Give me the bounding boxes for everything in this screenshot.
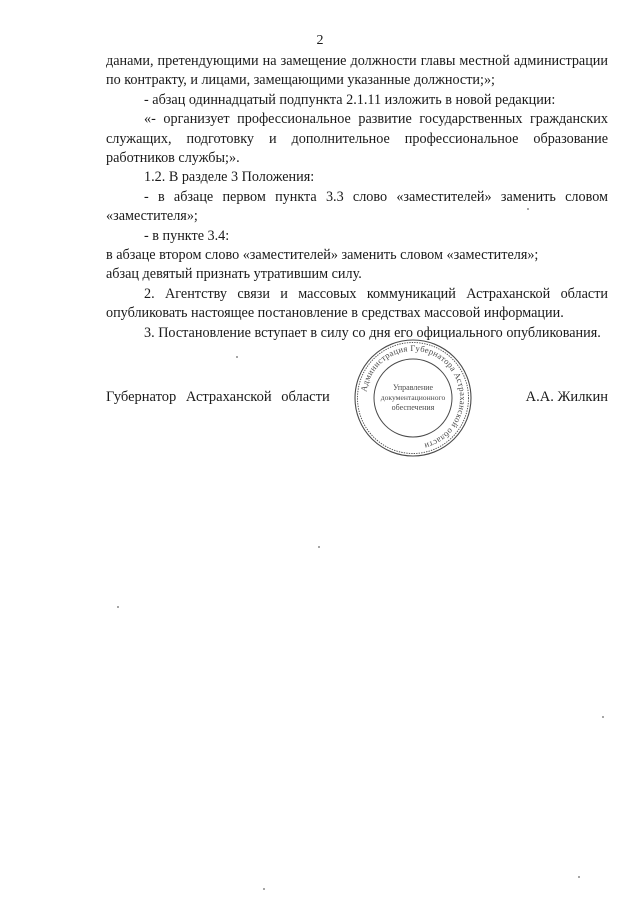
seal-ring-text: Администрация Губернатора Астраханской области [358,342,469,452]
signatory-title: Губернатор Астраханской области [106,389,330,405]
seal-center-line: обеспечения [391,403,435,412]
paragraph: 1.2. В разделе 3 Положения: [144,169,315,186]
paragraph: данами, претендующими на замещение должности главы местной администрации по контракту, и лицами, замещающими указанные должности;»; [106,53,608,89]
paragraph: в абзаце втором слово «заместителей» заменить словом «заместителя»; [106,247,539,264]
paragraph: - в пункте 3.4: [144,227,230,244]
paragraph: «- организует профессиональное развитие государственных гражданских служащих, подготовку и дополнительное профессиональное образование работников службы;». [106,111,608,167]
scan-artifact [578,876,580,878]
paragraph: 3. Постановление вступает в силу со дня его официального опубликования. [144,324,601,341]
seal-center-line: документационного [380,393,446,402]
official-seal-stamp [353,338,473,458]
signatory-name: А.А. Жилкин [525,389,608,405]
scan-artifact [117,606,119,608]
seal-graphic [353,338,473,458]
paragraph: - абзац одиннадцатый подпункта 2.1.11 изложить в новой редакции: [144,91,556,108]
page-number: 2 [316,33,324,48]
paragraph: 2. Агентству связи и массовых коммуникаций Астраханской области опубликовать настоящее постановление в средствах массовой информации. [106,285,608,322]
scan-artifact [236,356,238,358]
scan-artifact [263,888,265,890]
document-body [106,52,608,343]
paragraph: абзац девятый признать утратившим силу. [106,266,362,283]
scan-artifact [318,546,320,548]
scan-artifact [602,716,604,718]
seal-center-line: Управление [392,383,434,392]
paragraph: - в абзаце первом пункта 3.3 слово «заместителей» заменить словом «заместителя»; [106,188,608,225]
scan-artifact [527,208,529,210]
